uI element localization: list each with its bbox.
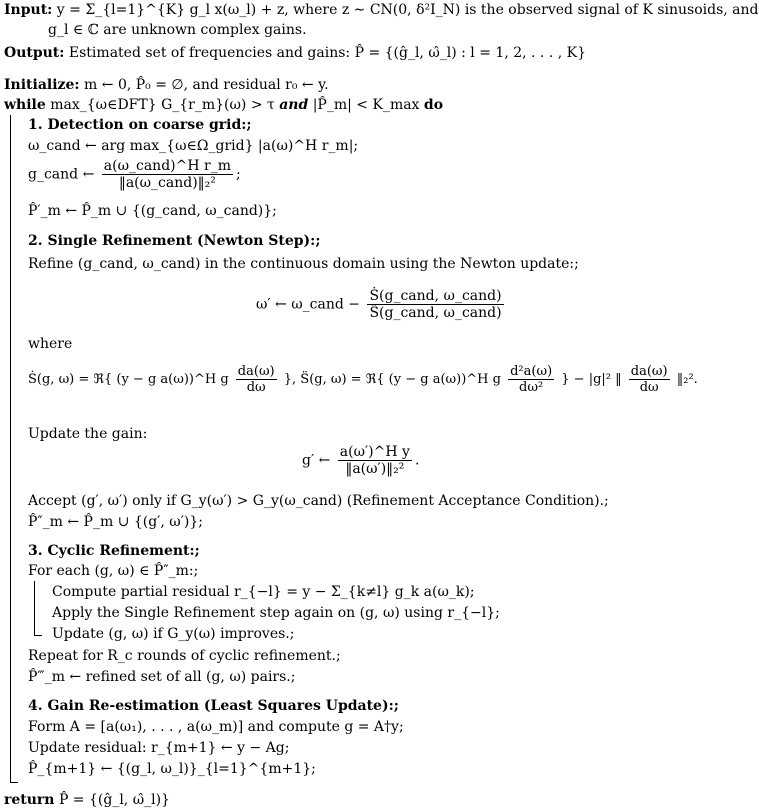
while-block-end — [10, 782, 18, 783]
norm-denominator: dω — [639, 380, 659, 395]
output-line — [4, 45, 586, 61]
pm3-line: P̂‴_m ← refined set of all (g, ω) pairs.; — [28, 669, 296, 685]
sddot-mid: } − |g|² ‖ — [561, 372, 622, 387]
gain-lhs: g′ ← — [302, 452, 331, 469]
gcand-numerator: a(ω_cand)^H r_m — [103, 158, 231, 174]
step4-title: 4. Gain Re-estimation (Least Squares Update):; — [28, 698, 399, 714]
output-text: Estimated set of frequencies and gains: P̂ = {(ĝ_l, ω̂_l) : l = 1, 2, . . . , K} — [68, 45, 586, 61]
pm2-line: P̂″_m ← P̂_m ∪ {(g′, ω′)}; — [28, 514, 203, 530]
gcand-denominator: ‖a(ω_cand)‖₂² — [118, 175, 216, 191]
while-keyword: while — [4, 97, 46, 113]
newton-lhs: ω′ ← ω_cand − — [256, 296, 360, 313]
return-text: P̂ = {(ĝ_l, ω̂_l)} — [58, 792, 170, 808]
and-keyword: and — [279, 97, 309, 113]
gcand-fraction — [102, 158, 233, 191]
norm-close: ‖₂². — [676, 372, 698, 387]
sdot-numerator: da(ω) — [237, 364, 275, 379]
do-keyword: do — [423, 97, 444, 113]
cyclic-line2: Apply the Single Refinement step again on (g, ω) using r_{−l}; — [52, 605, 500, 621]
return-line — [4, 792, 170, 808]
while-block-rule — [10, 115, 11, 782]
sdot-close: }, S̈(g, ω) = ℜ{ (y − g a(ω))^H g — [283, 372, 501, 387]
step2-title: 2. Single Refinement (Newton Step):; — [28, 233, 321, 249]
gcand-lhs: g_cand ← — [28, 166, 95, 183]
newton-fraction — [367, 288, 503, 321]
update-gain-text: Update the gain: — [28, 426, 148, 442]
where-text: where — [28, 336, 73, 352]
input-line — [4, 2, 759, 18]
sdot-lhs: Ṡ(g, ω) = ℜ{ (y − g a(ω))^H g — [28, 372, 229, 387]
accept-line: Accept (g′, ω′) only if G_y(ω′) > G_y(ω_cand) (Refinement Acceptance Condition).; — [28, 493, 609, 509]
derivative-equation — [28, 364, 698, 395]
step3-title: 3. Cyclic Refinement:; — [28, 543, 200, 559]
while-condition-2: |P̂_m| < K_max — [312, 97, 420, 113]
init-text: m ← 0, P̂₀ = ∅, and residual r₀ ← y. — [84, 77, 329, 93]
newton-numerator: Ṡ(g_cand, ω_cand) — [369, 288, 502, 304]
norm-fraction — [629, 364, 670, 395]
for-each-line: For each (g, ω) ∈ P̂″_m:; — [28, 563, 199, 579]
sdot-fraction — [236, 364, 277, 395]
input-text: y = Σ_{l=1}^{K} g_l x(ω_l) + z, where z ∼ CN(0, δ²I_N) is the observed signal of K sinusoids, and — [56, 2, 759, 18]
step1-line1: ω_cand ← arg max_{ω∈Ω_grid} |a(ω)^H r_m|; — [28, 138, 359, 154]
step1-title: 1. Detection on coarse grid:; — [28, 117, 252, 133]
for-block-end — [34, 635, 42, 636]
gain-numerator: a(ω′)^H y — [339, 444, 410, 460]
step2-line1: Refine (g_cand, ω_cand) in the continuous domain using the Newton update:; — [28, 256, 579, 272]
return-keyword: return — [4, 792, 55, 808]
sddot-denominator: dω² — [519, 380, 544, 395]
gain-equation: g′ ← $\frac{\text{a(ω′)\textasciicircum{}H y}}{\text{‖a(ω′)‖₂²}}$ . — [302, 444, 420, 477]
sddot-fraction — [508, 364, 554, 395]
input-label: Input: — [4, 2, 53, 18]
repeat-line: Repeat for R_c rounds of cyclic refinement.; — [28, 648, 341, 664]
newton-equation — [256, 288, 507, 321]
while-condition-1: max_{ω∈DFT} G_{r_m}(ω) > τ — [50, 97, 275, 113]
init-label: Initialize: — [4, 77, 80, 93]
while-line — [4, 97, 443, 113]
output-label: Output: — [4, 45, 65, 61]
step1-gain-equation: g_cand ← $\frac{\text{a(ω\_cand)\textasciicircum{}H r\_m}}{\text{‖a(ω\_cand)‖₂²}}$ ; — [28, 158, 241, 191]
sddot-numerator: d²a(ω) — [510, 364, 553, 379]
gain-fraction — [338, 444, 412, 477]
norm-numerator: da(ω) — [630, 364, 668, 379]
ls-line3: P̂_{m+1} ← {(g_l, ω_l)}_{l=1}^{m+1}; — [28, 761, 316, 777]
ls-line2: Update residual: r_{m+1} ← y − Ag; — [28, 740, 290, 756]
cyclic-line1: Compute partial residual r_{−l} = y − Σ_{k≠l} g_k a(ω_k); — [52, 584, 475, 600]
gain-denominator: ‖a(ω′)‖₂² — [345, 461, 405, 477]
for-block-rule — [34, 581, 35, 635]
sdot-denominator: dω — [246, 380, 266, 395]
input-line-2: g_l ∈ ℂ are unknown complex gains. — [48, 22, 307, 38]
cyclic-line3: Update (g, ω) if G_y(ω) improves.; — [52, 626, 295, 642]
newton-denominator: S̈(g_cand, ω_cand) — [369, 305, 502, 321]
ls-line1: Form A = [a(ω₁), . . . , a(ω_m)] and compute g = A†y; — [28, 719, 404, 735]
step1-line3: P̂′_m ← P̂_m ∪ {(g_cand, ω_cand)}; — [28, 203, 277, 219]
initialize-line — [4, 77, 329, 93]
